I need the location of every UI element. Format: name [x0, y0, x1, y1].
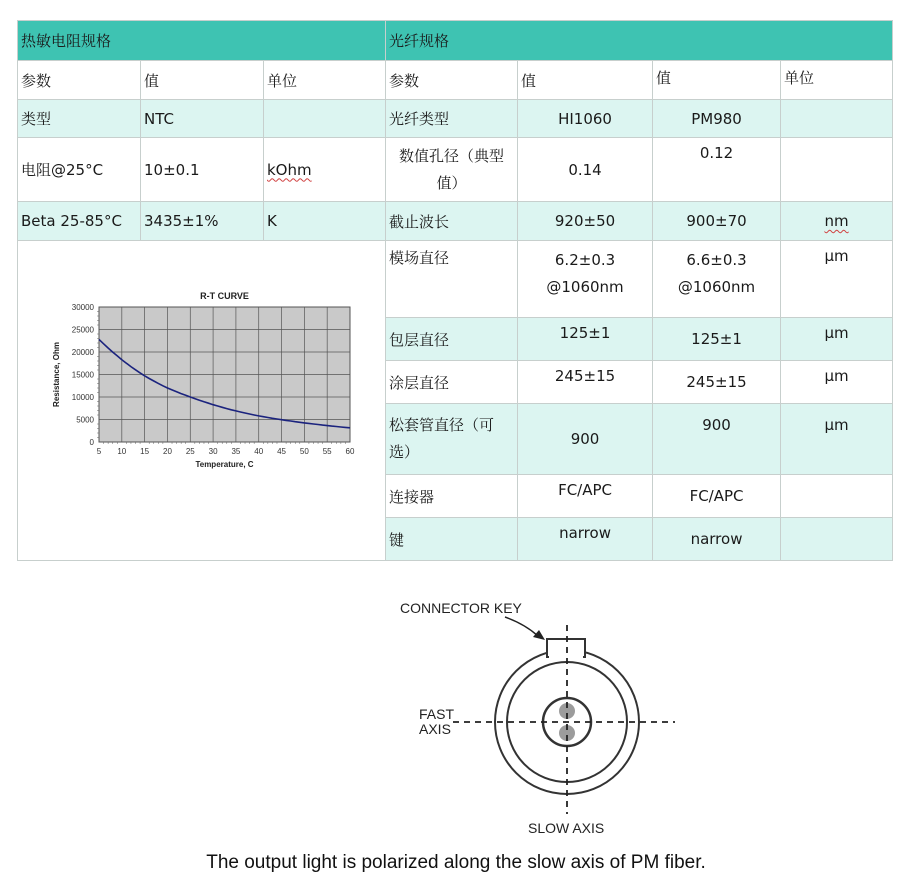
thermistor-unit-text: kOhm	[267, 160, 312, 179]
fiber-param: 连接器	[386, 475, 518, 518]
fiber-value-hi1060: HI1060	[518, 100, 653, 138]
thermistor-value: 10±0.1	[141, 138, 264, 202]
rt-curve-cell	[18, 241, 386, 561]
x-tick-label: 10	[117, 446, 127, 456]
slow-axis-label: SLOW AXIS	[528, 820, 605, 836]
fiber-param: 涂层直径	[386, 361, 518, 404]
thermistor-col-value: 值	[141, 61, 264, 100]
fiber-value-hi1060: 6.2±0.3 @1060nm	[518, 241, 653, 318]
connector-key-tab-mask	[549, 650, 583, 660]
polarization-caption: The output light is polarized along the slow axis of PM fiber.	[206, 852, 706, 873]
fiber-unit	[781, 475, 893, 518]
fiber-unit: µm	[781, 318, 893, 361]
thermistor-param: Beta 25-85°C	[18, 202, 141, 241]
thermistor-unit	[264, 138, 386, 202]
fiber-param: 键	[386, 518, 518, 561]
x-tick-label: 45	[277, 446, 286, 456]
fiber-value-hi1060: 245±15	[518, 361, 653, 404]
fiber-col-unit: 单位	[781, 61, 893, 100]
fiber-param: 包层直径	[386, 318, 518, 361]
rt-curve-chart	[21, 242, 386, 560]
fiber-unit: µm	[781, 241, 893, 318]
x-tick-label: 25	[185, 446, 195, 456]
thermistor-unit: K	[264, 202, 386, 241]
fiber-value-pm980: 245±15	[653, 361, 781, 404]
thermistor-value: 3435±1%	[141, 202, 264, 241]
x-tick-label: 15	[140, 446, 150, 456]
fiber-value-pm980: 900±70	[653, 202, 781, 241]
y-tick-label: 15000	[71, 370, 94, 379]
fiber-unit	[781, 138, 893, 202]
fast-axis-label-line1: FAST	[419, 706, 455, 722]
fiber-param: 光纤类型	[386, 100, 518, 138]
y-axis-label: Resistance, Ohm	[52, 341, 61, 407]
fiber-col-value-2: 值	[653, 61, 781, 100]
y-tick-label: 20000	[71, 347, 94, 357]
x-tick-label: 40	[254, 446, 264, 456]
y-tick-label: 0	[89, 437, 94, 447]
fiber-value-pm980: 6.6±0.3 @1060nm	[653, 241, 781, 318]
y-tick-label: 25000	[71, 325, 94, 334]
fiber-col-param: 参数	[386, 61, 518, 100]
y-tick-label: 10000	[71, 392, 94, 402]
fiber-value-pm980: 125±1	[653, 318, 781, 361]
fiber-param: 数值孔径（典型值）	[386, 138, 518, 202]
fiber-value-hi1060: 920±50	[518, 202, 653, 241]
thermistor-col-param: 参数	[18, 61, 141, 100]
fiber-param: 松套管直径（可选）	[386, 404, 518, 475]
fiber-value-hi1060: 125±1	[518, 318, 653, 361]
x-axis-label: Temperature, C	[195, 459, 254, 469]
x-tick-label: 50	[299, 446, 309, 456]
fiber-value-hi1060: 0.14	[518, 138, 653, 202]
fiber-unit	[781, 100, 893, 138]
fast-axis-label-line2: AXIS	[419, 721, 451, 737]
connector-key-label: CONNECTOR KEY	[400, 600, 522, 616]
fiber-value-pm980: 0.12	[653, 138, 781, 202]
x-tick-label: 20	[163, 446, 172, 456]
fiber-col-value-1: 值	[518, 61, 653, 100]
chart-title: R-T CURVE	[200, 290, 249, 301]
thermistor-spec-header: 热敏电阻规格	[18, 21, 386, 61]
x-tick-label: 35	[231, 446, 241, 456]
thermistor-col-unit: 单位	[264, 61, 386, 100]
fiber-value-pm980: 900	[653, 404, 781, 475]
fiber-unit-text: nm	[824, 212, 849, 230]
thermistor-param: 电阻@25°C	[18, 138, 141, 202]
fiber-value-pm980: narrow	[653, 518, 781, 561]
thermistor-param: 类型	[18, 100, 141, 138]
fiber-value-pm980: FC/APC	[653, 475, 781, 518]
fiber-param: 模场直径	[386, 241, 518, 318]
x-tick-label: 5	[96, 446, 102, 456]
y-tick-label: 30000	[71, 302, 94, 312]
thermistor-value: NTC	[141, 100, 264, 138]
x-tick-label: 30	[208, 446, 218, 456]
thermistor-unit	[264, 100, 386, 138]
fiber-value-hi1060: 900	[518, 404, 653, 475]
fiber-param: 截止波长	[386, 202, 518, 241]
connector-key-arrow	[505, 617, 540, 638]
fiber-unit: µm	[781, 404, 893, 475]
fiber-value-hi1060: narrow	[518, 518, 653, 561]
y-tick-label: 5000	[76, 415, 94, 424]
x-tick-label: 60	[345, 446, 355, 456]
pm-fiber-connector-diagram	[395, 592, 695, 842]
fiber-unit	[781, 202, 893, 241]
connector-key-arrowhead	[533, 630, 545, 640]
fiber-unit	[781, 518, 893, 561]
fiber-value-hi1060: FC/APC	[518, 475, 653, 518]
fiber-value-pm980: PM980	[653, 100, 781, 138]
x-tick-label: 55	[322, 446, 332, 456]
fiber-spec-header: 光纤规格	[386, 21, 893, 61]
fiber-unit: µm	[781, 361, 893, 404]
spec-table	[17, 20, 893, 561]
